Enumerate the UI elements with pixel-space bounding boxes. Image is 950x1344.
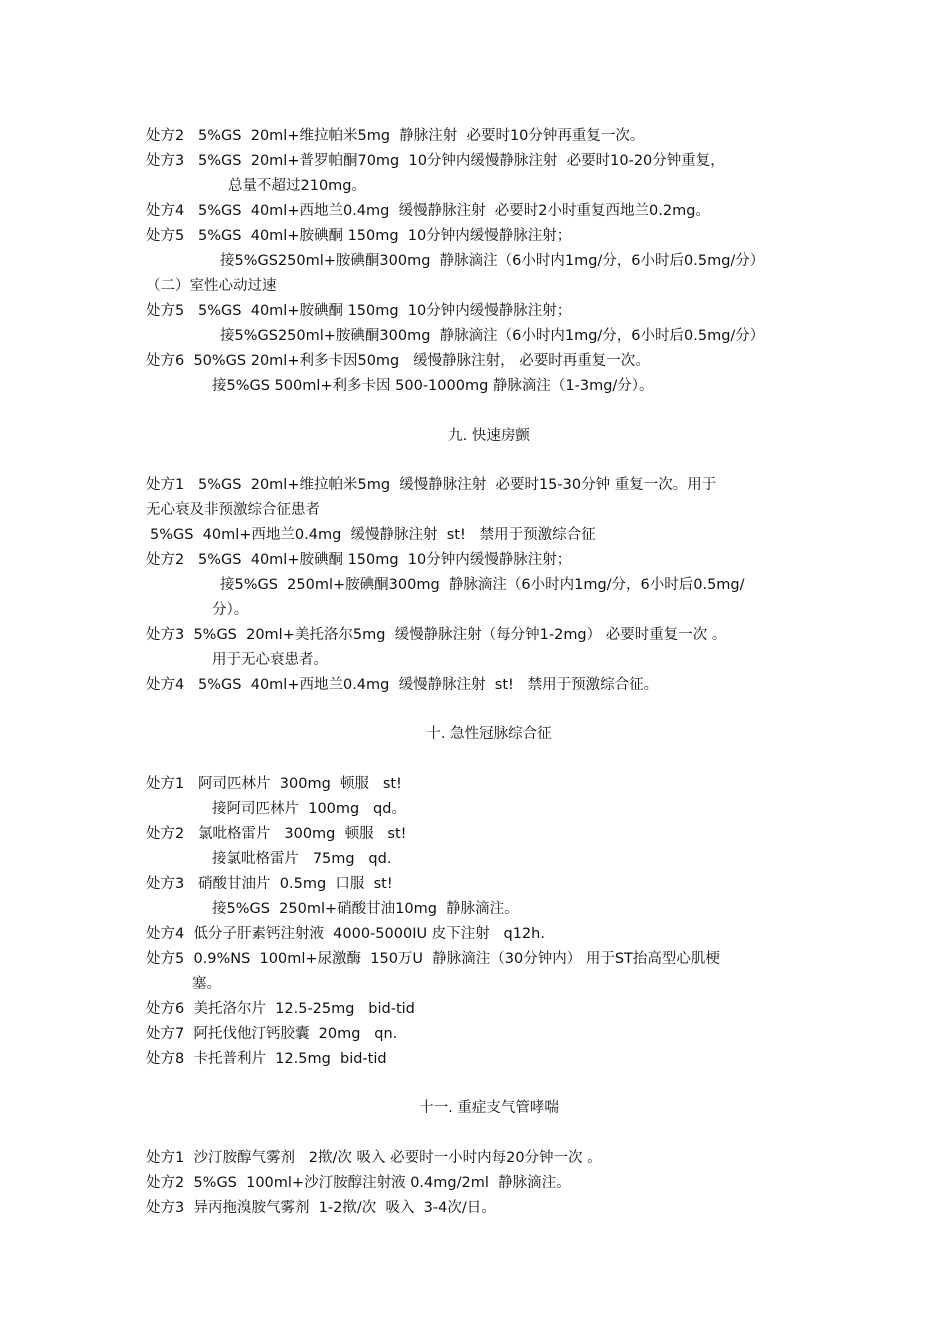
text-line: 处方2 5%GS 20ml+维拉帕米5mg 静脉注射 必要时10分钟再重复一次。 xyxy=(146,128,645,144)
text-line: 处方5 5%GS 40ml+胺碘酮 150mg 10分钟内缓慢静脉注射； xyxy=(146,228,572,244)
text-line: 接氯吡格雷片 75mg qd. xyxy=(212,851,392,867)
text-line: 接5%GS 250ml+胺碘酮300mg 静脉滴注（6小时内1mg/分，6小时后0.5mg/ xyxy=(220,577,745,593)
text-line: 接阿司匹林片 100mg qd。 xyxy=(212,801,406,817)
text-line: 接5%GS 250ml+硝酸甘油10mg 静脉滴注。 xyxy=(212,901,519,917)
text-line: 分）。 xyxy=(212,602,249,618)
text-line: 处方6 50%GS 20ml+利多卡因50mg 缓慢静脉注射， 必要时再重复一次。 xyxy=(146,353,650,369)
section-heading: 九. 快速房颤 xyxy=(448,428,530,444)
section-subheading: （二）室性心动过速 xyxy=(146,278,277,294)
text-line: 处方3 5%GS 20ml+普罗帕酮70mg 10分钟内缓慢静脉注射 必要时10-20分钟重复， xyxy=(146,153,725,169)
text-line: 处方5 5%GS 40ml+胺碘酮 150mg 10分钟内缓慢静脉注射； xyxy=(146,303,572,319)
text-line: 处方2 氯吡格雷片 300mg 顿服 st! xyxy=(146,826,407,842)
text-line: 无心衰及非预激综合征患者 xyxy=(146,502,320,518)
section-heading: 十. 急性冠脉综合征 xyxy=(426,726,552,742)
text-line: 总量不超过210mg。 xyxy=(228,178,367,194)
text-line: 接5%GS 500ml+利多卡因 500-1000mg 静脉滴注（1-3mg/分）。 xyxy=(212,378,654,394)
text-line: 处方3 硝酸甘油片 0.5mg 口服 st! xyxy=(146,876,393,892)
text-line: 塞。 xyxy=(192,976,221,992)
text-line: 处方7 阿托伐他汀钙胶囊 20mg qn. xyxy=(146,1026,398,1042)
text-line: 处方4 低分子肝素钙注射液 4000-5000IU 皮下注射 q12h. xyxy=(146,926,545,942)
text-line: 5%GS 40ml+西地兰0.4mg 缓慢静脉注射 st! 禁用于预激综合征 xyxy=(150,527,596,543)
text-line: 处方8 卡托普利片 12.5mg bid-tid xyxy=(146,1051,387,1067)
text-line: 处方4 5%GS 40ml+西地兰0.4mg 缓慢静脉注射 必要时2小时重复西地兰0.2mg。 xyxy=(146,203,710,219)
text-line: 接5%GS250ml+胺碘酮300mg 静脉滴注（6小时内1mg/分，6小时后0.5mg/分） xyxy=(220,253,765,269)
text-line: 处方1 阿司匹林片 300mg 顿服 st! xyxy=(146,776,402,792)
section-heading: 十一. 重症支气管哮喘 xyxy=(419,1100,559,1116)
text-line: 处方1 沙汀胺醇气雾剂 2揿/次 吸入 必要时一小时内每20分钟一次 。 xyxy=(146,1150,602,1166)
text-line: 处方5 0.9%NS 100ml+尿激酶 150万U 静脉滴注（30分钟内） 用于ST抬高型心肌梗 xyxy=(146,951,720,967)
text-line: 处方3 5%GS 20ml+美托洛尔5mg 缓慢静脉注射（每分钟1-2mg） 必要时重复一次 。 xyxy=(146,627,727,643)
text-line: 处方2 5%GS 100ml+沙汀胺醇注射液 0.4mg/2ml 静脉滴注。 xyxy=(146,1175,571,1191)
text-line: 处方4 5%GS 40ml+西地兰0.4mg 缓慢静脉注射 st! 禁用于预激综合征。 xyxy=(146,677,659,693)
text-line: 处方3 异丙拖溴胺气雾剂 1-2揿/次 吸入 3-4次/日。 xyxy=(146,1200,496,1216)
text-line: 处方2 5%GS 40ml+胺碘酮 150mg 10分钟内缓慢静脉注射； xyxy=(146,552,572,568)
text-line: 处方6 美托洛尔片 12.5-25mg bid-tid xyxy=(146,1001,415,1017)
text-line: 接5%GS250ml+胺碘酮300mg 静脉滴注（6小时内1mg/分，6小时后0.5mg/分） xyxy=(220,328,765,344)
text-line: 用于无心衰患者。 xyxy=(212,652,328,668)
text-line: 处方1 5%GS 20ml+维拉帕米5mg 缓慢静脉注射 必要时15-30分钟 重复一次。用于 xyxy=(146,477,717,493)
